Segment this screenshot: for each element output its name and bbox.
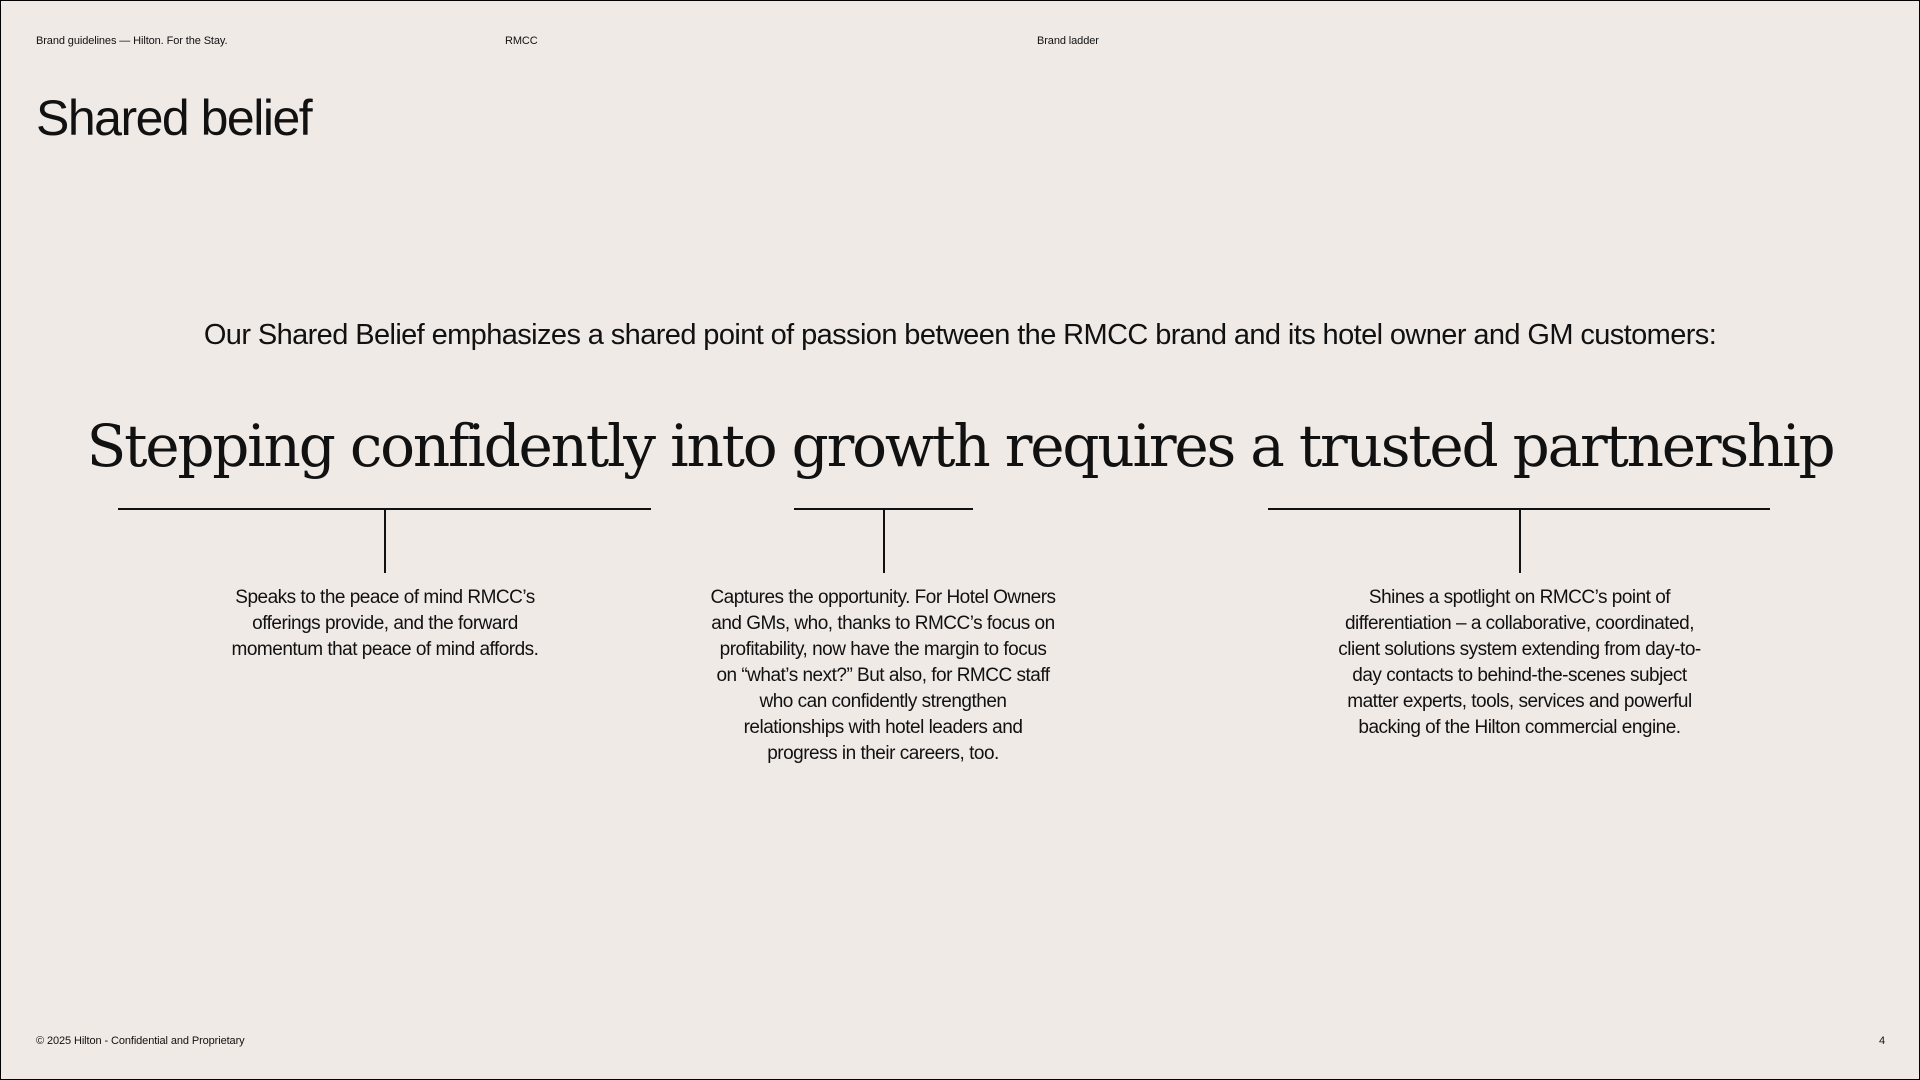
page-number: 4 [1878,1035,1885,1047]
header-brand-name: RMCC [505,35,538,47]
intro-text: Our Shared Belief emphasizes a shared point of passion between the RMCC brand and its hotel owner and GM customers: [203,319,1717,351]
callout-2-text: Captures the opportunity. For Hotel Owners and GMs, who, thanks to RMCC’s focus on profitability, now have the margin to focus on “what’s next?” But also, for RMCC staff who can confidently strengthen relationships with hotel leaders and progress in their careers, too. [710,587,1056,764]
callout-1-text: Speaks to the peace of mind RMCC’s offerings provide, and the forward momentum that peace of mind affords. [231,587,539,660]
callout-3-text: Shines a spotlight on RMCC’s point of differentiation – a collaborative, coordinated, client solutions system extending from day-to-day contacts to behind-the-scenes subject matter experts, tools, services and powerful backing of the Hilton commercial engine. [1338,587,1701,738]
shared-belief-statement: Stepping confidently into growth requires a trusted partnership [86,412,1834,480]
bracket-2 [794,508,973,573]
bracket-3 [1268,508,1770,573]
bracket-3-vertical-line [1519,508,1521,573]
page-title: Shared belief [36,90,312,146]
header-document-title: Brand guidelines — Hilton. For the Stay. [36,35,228,47]
bracket-1 [118,508,651,573]
slide [1,1,1919,1079]
bracket-2-vertical-line [883,508,885,573]
footer-copyright: © 2025 Hilton - Confidential and Proprietary [36,1035,245,1047]
bracket-1-vertical-line [384,508,386,573]
header-section-name: Brand ladder [1037,35,1099,47]
